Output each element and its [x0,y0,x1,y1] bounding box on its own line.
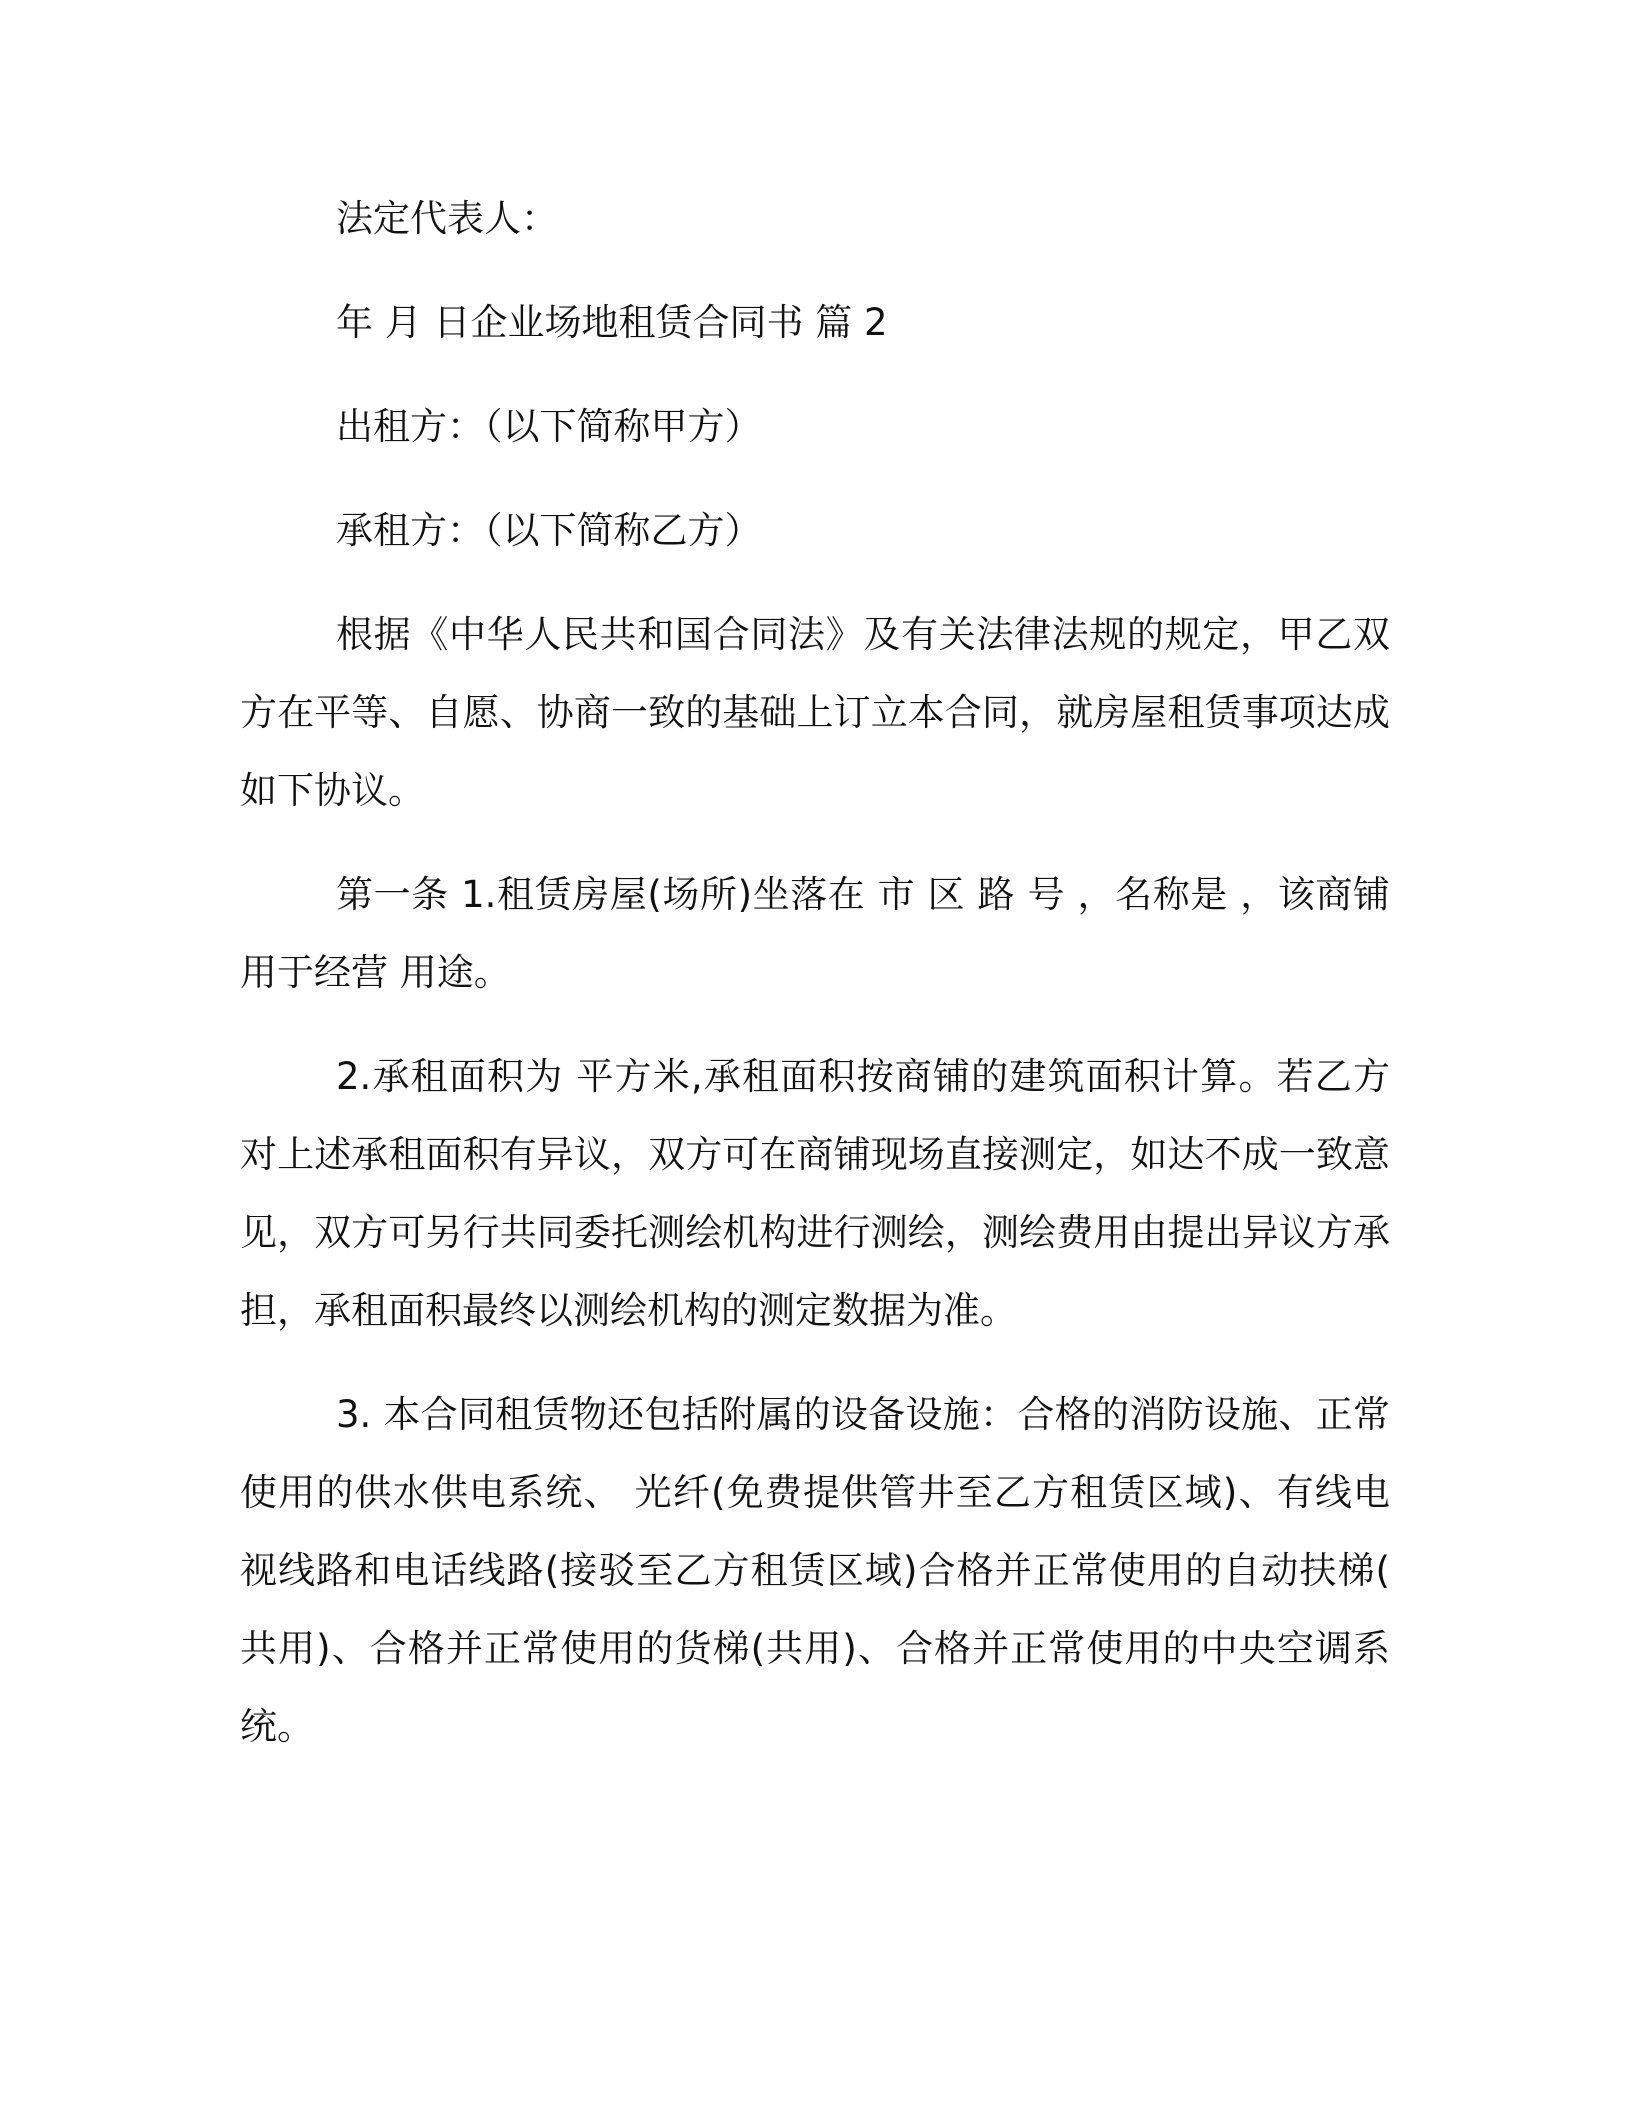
paragraph-article-1-facilities: 3. 本合同租赁物还包括附属的设备设施：合格的消防设施、正常使用的供水供电系统、 光纤(免费提供管井至乙方租赁区域)、有线电视线路和电话线路(接驳至乙方租赁区域)合格并正常使用的自动扶梯(共用)、合格并正常使用的货梯(共用)、合格并正常使用的中央空调系统。 [240,1393,1390,1748]
paragraph-lessee: 承租方：（以下简称乙方） [336,509,762,552]
paragraph-article-1-area: 2.承租面积为 平方米,承租面积按商铺的建筑面积计算。若乙方对上述承租面积有异议，双方可在商铺现场直接测定，如达不成一致意见，双方可另行共同委托测绘机构进行测绘，测绘费用由提出异议方承担，承租面积最终以测绘机构的测定数据为准。 [240,1055,1390,1332]
paragraph-date-and-title: 年 月 日企业场地租赁合同书 篇 2 [336,301,888,344]
document-body [240,180,1390,1792]
paragraph-preamble: 根据《中华人民共和国合同法》及有关法律法规的规定，甲乙双方在平等、自愿、协商一致的基础上订立本合同，就房屋租赁事项达成如下协议。 [240,613,1390,812]
paragraph-article-1-location: 第一条 1.租赁房屋(场所)坐落在 市 区 路 号 ，名称是 ，该商铺用于经营 用途。 [240,873,1390,994]
paragraph-legal-representative: 法定代表人： [336,197,558,240]
paragraph-lessor: 出租方：（以下简称甲方） [336,405,762,448]
